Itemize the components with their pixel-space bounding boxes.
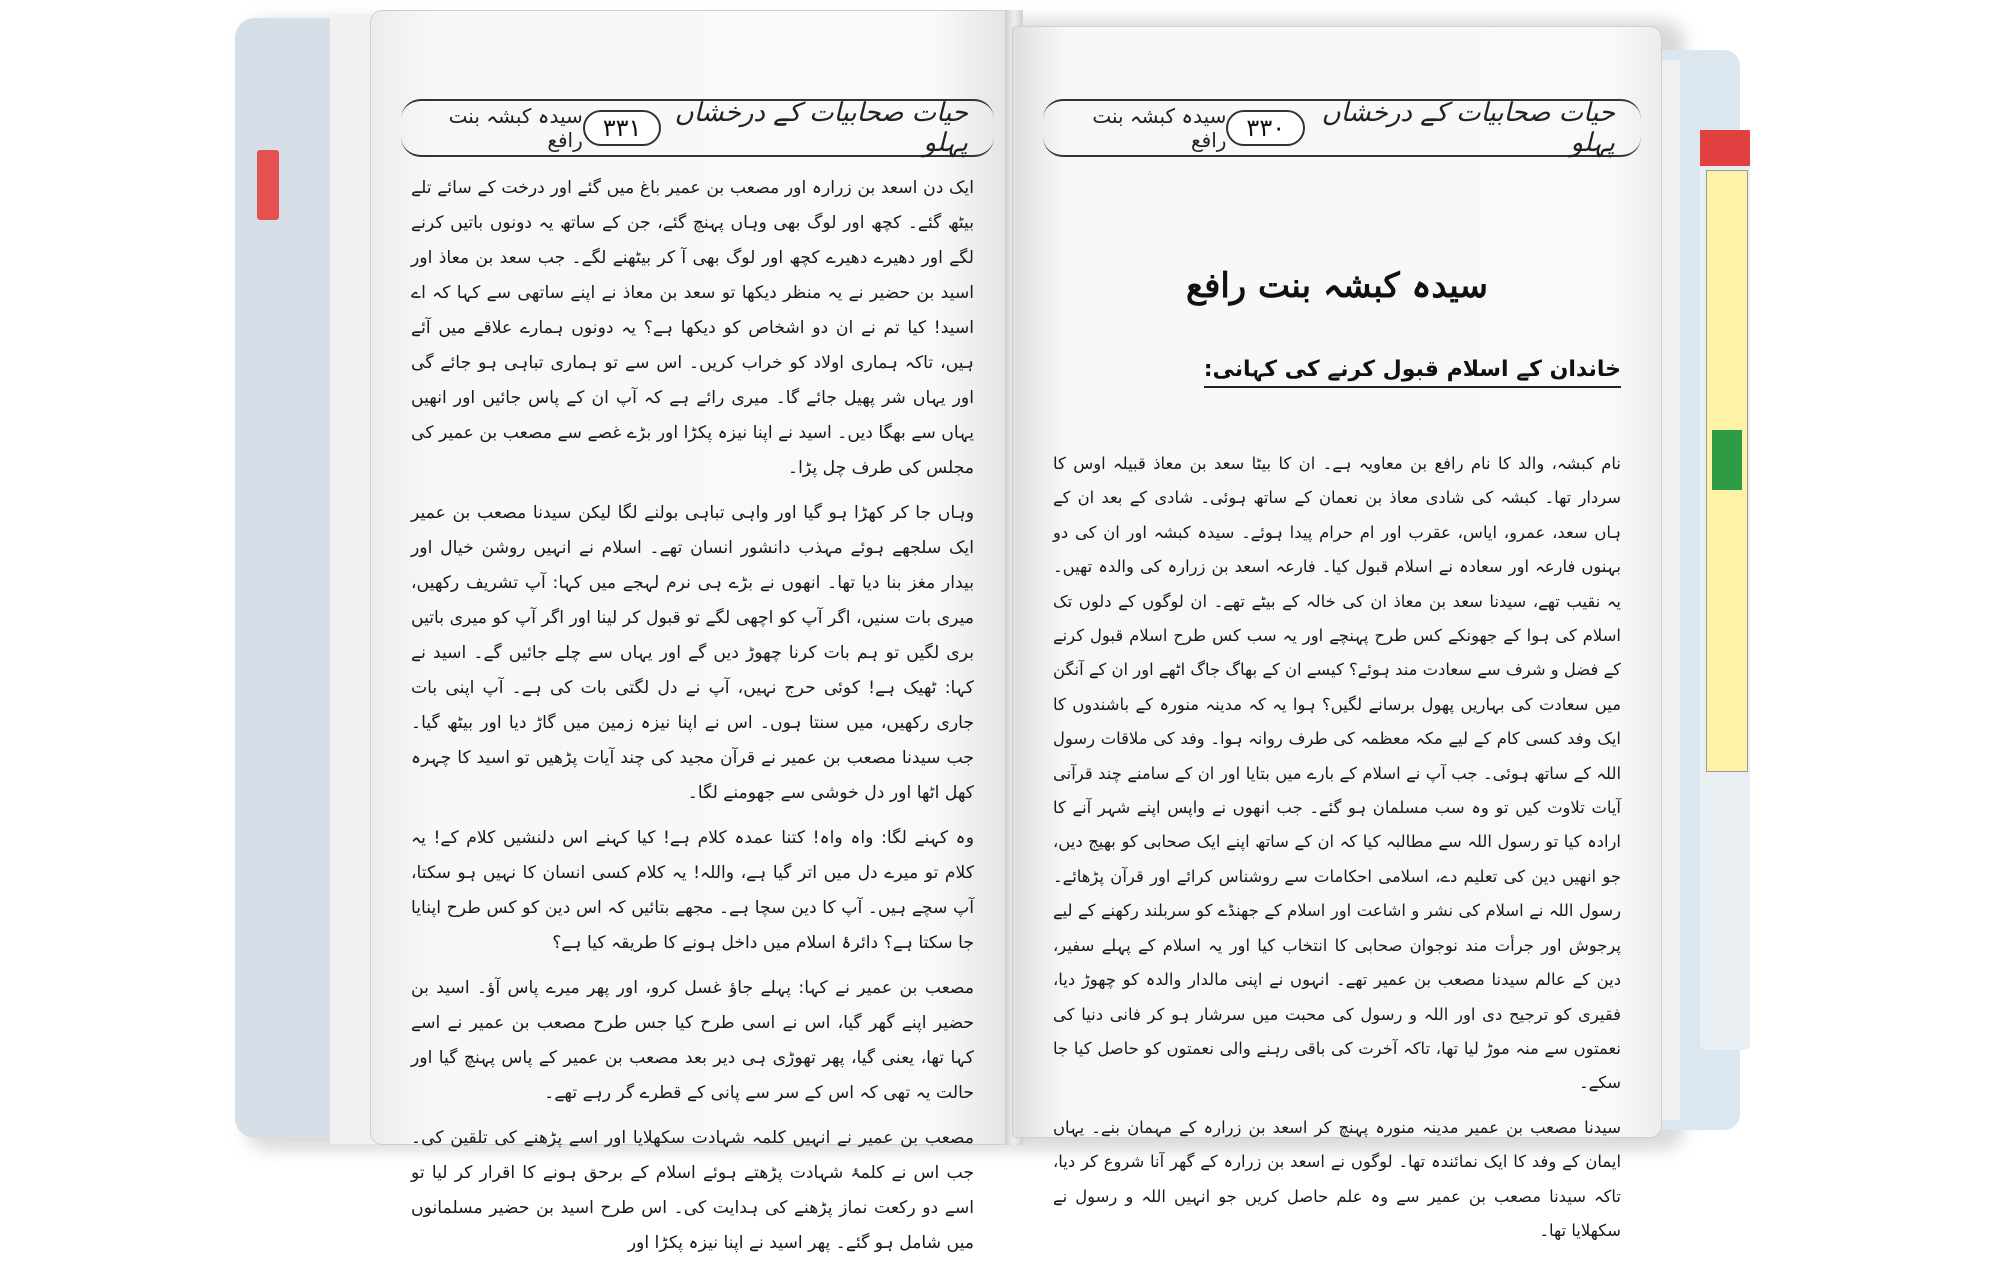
- paragraph: مصعب بن عمیر نے کہا: پہلے جاؤ غسل کرو، اور پھر میرے پاس آؤ۔ اسید بن حضیر اپنے گھر گیا، اس نے اسی طرح کیا جس طرح مصعب بن عمیر نے اسے کہا تھا، یعنی گیا، پھر تھوڑی ہی دیر بعد مصعب بن عمیر کے پاس پہنچ گیا اور حالت یہ تھی کہ اس کے سر سے پانی کے قطرے گر رہے تھے۔: [411, 978, 974, 1103]
- right-page: [1012, 26, 1662, 1240]
- right-page-header: [1043, 99, 1641, 157]
- paragraph: وہاں جا کر کھڑا ہو گیا اور واہی تباہی بولنے لگا لیکن سیدنا مصعب بن عمیر ایک سلجھے ہوئے مہذب دانشور انسان تھے۔ اسلام نے انہیں روشن خیال اور بیدار مغز بنا دیا تھا۔ انھوں نے بڑے ہی نرم لہجے میں کہا: آپ تشریف رکھیں، میری بات سنیں، اگر آپ کو اچھی لگے تو قبول کر لینا اور اگر آپ کو میری باتیں بری لگیں تو ہم بات کرنا چھوڑ دیں گے اور یہاں سے چلے جائیں گے۔ اسید نے کہا: ٹھیک ہے! کوئی حرج نہیں، آپ نے دل لگتی بات کی ہے۔ آپ اپنی بات جاری رکھیں، میں سنتا ہوں۔ اس نے اپنا نیزہ زمین میں گاڑ دیا اور بیٹھ گیا۔ جب سیدنا مصعب بن عمیر نے قرآن مجید کی چند آیات پڑھیں تو اسید کا چہرہ کھل اٹھا اور دل خوشی سے جھومنے لگا۔: [411, 503, 974, 803]
- left-page-header: [401, 99, 994, 157]
- left-page: [370, 10, 1015, 1253]
- cover-red-tab: [257, 150, 279, 220]
- peek-red-band: [1700, 130, 1750, 166]
- paragraph: سیدنا مصعب بن عمیر مدینہ منورہ پہنچ کر اسعد بن زرارہ کے مہمان بنے۔ یہاں ایمان کے وفد کا ایک نمائندہ تھا۔ لوگوں نے اسعد بن زرارہ کے گھر آنا شروع کر دیا، تاکہ سیدنا مصعب بن عمیر سے وہ علم حاصل کریں جو انہیں اللہ و رسول نے سکھلایا تھا۔: [1053, 1117, 1621, 1240]
- underlying-book-peek: [1700, 130, 1750, 1050]
- right-page-body: [1053, 447, 1621, 1258]
- running-title: حیات صحابیات کے درخشاں پہلو: [674, 98, 968, 158]
- chapter-title: سیدہ کبشہ بنت رافع: [1185, 266, 1489, 306]
- page-number: ۳۳۱: [583, 110, 662, 146]
- running-title: حیات صحابیات کے درخشاں پہلو: [1321, 98, 1615, 158]
- chapter-running-head: سیدہ کبشہ بنت رافع: [448, 104, 583, 152]
- left-page-body: [411, 171, 974, 1271]
- chapter-running-head: سیدہ کبشہ بنت رافع: [1092, 104, 1227, 152]
- paragraph: ایک دن اسعد بن زرارہ اور مصعب بن عمیر باغ میں گئے اور درخت کے سائے تلے بیٹھ گئے۔ کچھ اور لوگ بھی وہاں پہنچ گئے، جن کے ساتھ یہ دونوں باتیں کرنے لگے اور دھیرے دھیرے کچھ اور لوگ بھی آ کر بیٹھنے لگے۔ جب سعد بن معاذ اور اسید بن حضیر نے یہ منظر دیکھا تو سعد بن معاذ نے اپنے ساتھی سے کہا کہ اے اسید! کیا تم نے ان دو اشخاص کو دیکھا ہے؟ یہ دونوں ہمارے علاقے میں آئے ہیں، تاکہ ہماری اولاد کو خراب کریں۔ اس سے تو ہماری تباہی ہو جائے گی اور یہاں شر پھیل جائے گا۔ میری رائے ہے کہ آپ ان کے پاس جائیں اور انھیں یہاں سے بھگا دیں۔ اسید نے اپنا نیزہ پکڑا اور بڑے غصے سے مصعب بن عمیر کی مجلس کی طرف چل پڑا۔: [411, 178, 974, 478]
- page-number: ۳۳۰: [1226, 110, 1305, 146]
- paragraph: نام کبشہ، والد کا نام رافع بن معاویہ ہے۔ ان کا بیٹا سعد بن معاذ قبیلہ اوس کا سردار تھا۔ کبشہ کی شادی معاذ بن نعمان کے ساتھ ہوئی۔ شادی کے بعد ان کے ہاں سعد، عمرو، ایاس، عقرب اور ام حرام پیدا ہوئے۔ سیدہ کبشہ اور ان کی دو بہنوں فارعہ اور سعادہ نے اسلام قبول کیا۔ فارعہ اسعد بن زرارہ کی والدہ تھیں۔ یہ نقیب تھے، سیدنا سعد بن معاذ ان کی خالہ کے بیٹے تھے۔ ان لوگوں کے دلوں تک اسلام کی ہوا کے جھونکے کس طرح پہنچے اور یہ سب کس طرح اسلام قبول کرنے کے فضل و شرف سے سعادت مند ہوئے؟ کیسے ان کے بھاگ جاگ اٹھے اور ان کے آنگن میں سعادت کی بہاریں پھول برسانے لگیں؟ ہوا یہ کہ مدینہ منورہ کے باشندوں کا ایک وفد کسی کام کے لیے مکہ معظمہ کی طرف روانہ ہوا۔ وفد کی ملاقات رسول اللہ کے ساتھ ہوئی۔ جب آپ نے اسلام کے بارے میں بتایا اور ان کے سامنے چند قرآنی آیات تلاوت کیں تو وہ سب مسلمان ہو گئے۔ جب انھوں نے واپس اپنے شہر آنے کا ارادہ کیا تو رسول اللہ سے مطالبہ کیا کہ ان کے ساتھ اپنے ایک صحابی کو بھیج دیں، جو انھیں دین کی تعلیم دے، اسلامی احکامات سے روشناس کرائے اور قرآن پڑھائے۔ رسول اللہ نے اسلام کی نشر و اشاعت اور اسلام کے جھنڈے کو سربلند رکھنے کے لیے پرجوش اور جرأت مند نوجوان صحابی کا انتخاب کیا اور یہ اسلام کے پہلے سفیر، دین کے عالم سیدنا مصعب بن عمیر تھے۔ انہوں نے اپنی مالدار والدہ کو چھوڑ دیا، فقیری کو ترجیح دی اور اللہ و رسول کی محبت میں سرشار ہو کر فانی دنیا کی نعمتوں سے منہ موڑ لیا تھا، تاکہ آخرت کی باقی رہنے والی نعمتوں کو حاصل کیا جا سکے۔: [1053, 454, 1621, 1093]
- paragraph: مصعب بن عمیر نے انہیں کلمہ شہادت سکھلایا اور اسے پڑھنے کی تلقین کی۔ جب اس نے کلمۂ شہادت پڑھتے ہوئے اسلام کے برحق ہونے کا اقرار کر لیا تو اسے دو رکعت نماز پڑھنے کی ہدایت کی۔ اس طرح اسید بن حضیر مسلمانوں میں شامل ہو گئے۔ پھر اسید نے اپنا نیزہ پکڑا اور: [411, 1128, 974, 1253]
- section-heading: خاندان کے اسلام قبول کرنے کی کہانی:: [1204, 357, 1621, 388]
- paragraph: وہ کہنے لگا: واہ واہ! کتنا عمدہ کلام ہے! کیا کہنے اس دلنشیں کلام کے! یہ کلام تو میرے دل میں اتر گیا ہے، واللہ! یہ کلام کسی انسان کا نہیں ہو سکتا، آپ سچے ہیں۔ آپ کا دین سچا ہے۔ مجھے بتائیں کہ اس دین کو کس طرح اپنایا جا سکتا ہے؟ دائرۂ اسلام میں داخل ہونے کا طریقہ کیا ہے؟: [411, 828, 974, 953]
- peek-green-block: [1712, 430, 1742, 490]
